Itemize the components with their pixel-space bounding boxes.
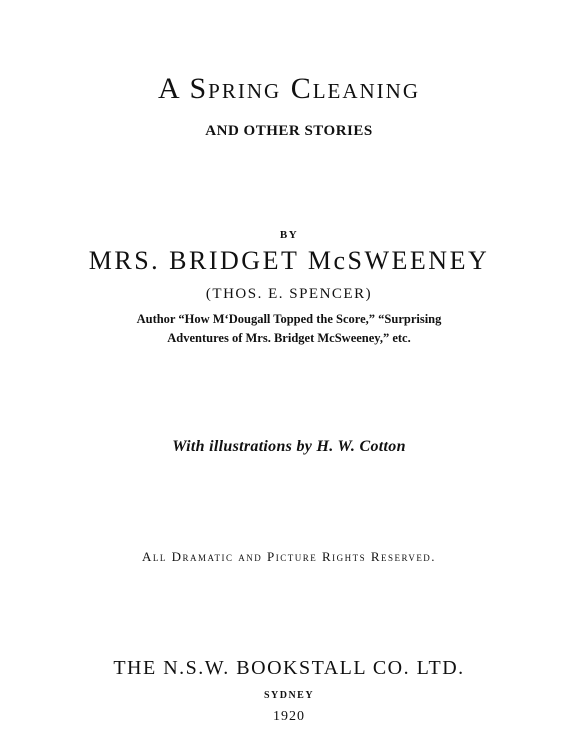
rights-notice: All Dramatic and Picture Rights Reserved. [141, 549, 437, 564]
author-credits-line-2: Adventures of Mrs. Bridget McSweeney,” etc. [167, 331, 411, 345]
publisher-city: SYDNEY [263, 690, 315, 701]
author-alias: (THOS. E. SPENCER) [205, 286, 373, 302]
by-line: BY [279, 229, 299, 241]
author-name: MRS. BRIDGET McSWEENEY [88, 246, 490, 275]
author-credits [0, 310, 578, 348]
publisher-name: THE N.S.W. BOOKSTALL CO. LTD. [113, 657, 465, 679]
publication-year: 1920 [273, 709, 305, 724]
illustrations-credit: With illustrations by H. W. Cotton [172, 438, 406, 455]
book-subtitle: AND OTHER STORIES [205, 123, 373, 139]
author-credits-line-1: Author “How M‘Dougall Topped the Score,” “Surprising [136, 312, 442, 326]
book-title: A Spring Cleaning [157, 72, 421, 105]
